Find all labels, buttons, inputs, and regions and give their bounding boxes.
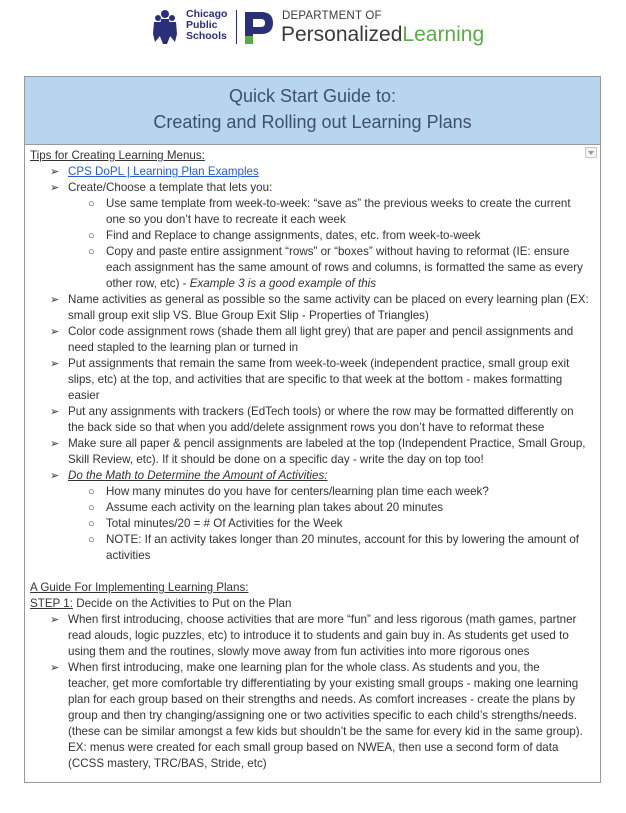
list-item: ➢ When first introducing, make one learning plan for the whole class. As students and you, the teacher, get more comfortable try differentiating by your existing small groups - making one learning plan for each group based on their strengths and needs. As comfort increases - create the plans by group and then try changing/assigning one or two activities specific to each child’s strengths/needs. (these can be similar amongst a few kids but shouldn’t be the same for every kid in the same group). EX: menus were created for each small group based on NWEA, then use a second form of data (CCSS mastery, TRC/BAS, Stride, etc)	[50, 661, 583, 770]
list-item: ○ How many minutes do you have for centers/learning plan time each week?	[88, 485, 489, 498]
title-line-2: Creating and Rolling out Learning Plans	[153, 112, 472, 132]
page-header	[0, 0, 626, 60]
list-item: ➢ Create/Choose a template that lets you:	[50, 181, 273, 194]
list-item: ➢ Make sure all paper & pencil assignments are labeled at the top (Independent Practice, Small Group, Skill Review, etc). If it should be done on a specific day - write the day on top too!	[50, 437, 586, 466]
circle-bullet-icon: ○	[88, 246, 95, 258]
arrow-bullet-icon: ➢	[50, 662, 60, 674]
spacer	[30, 564, 596, 580]
list-item: ○ Copy and paste entire assignment “rows” or “boxes” without having to reformat (IE: ensure each assignment has the same amount of rows and columns, is formatted the same as every other row, etc) - Example 3 is a good example of this	[88, 245, 583, 290]
list-item: ➢ Put assignments that remain the same from week-to-week (independent practice, small group exit slips, etc) at the top, and activities that are specific to that week at the bottom - makes formatting easier	[50, 357, 570, 402]
personalized-learning-logo-icon	[243, 10, 275, 46]
step-1-heading: STEP 1: Decide on the Activities to Put on the Plan	[30, 597, 292, 610]
list-item: ➢ When first introducing, choose activities that are more “fun” and less rigorous (math games, partner read alouds, logic puzzles, etc) to introduce it to students and gain buy in. As students get used to using them and the routines, slowly move away from fun activities into more rigorous ones	[50, 613, 577, 658]
list-item: ○ NOTE: If an activity takes longer than 20 minutes, account for this by lowering the amount of activities	[88, 533, 580, 562]
arrow-bullet-icon: ➢	[50, 614, 60, 626]
document-body	[30, 148, 596, 772]
list-item: ➢ Put any assignments with trackers (EdTech tools) or where the row may be formatted differently on the back side so that when you add/delete assignment rows you don’t have to reformat these	[50, 405, 574, 434]
arrow-bullet-icon: ➢	[50, 166, 60, 178]
arrow-bullet-icon: ➢	[50, 406, 60, 418]
cps-logo-icon	[152, 8, 178, 44]
circle-bullet-icon: ○	[88, 534, 95, 546]
department-name: PersonalizedLearning	[281, 23, 485, 46]
list-item: ○ Total minutes/20 = # Of Activities for the Week	[88, 517, 343, 530]
tips-heading: Tips for Creating Learning Menus:	[30, 149, 205, 162]
arrow-bullet-icon: ➢	[50, 326, 60, 338]
arrow-bullet-icon: ➢	[50, 358, 60, 370]
arrow-bullet-icon: ➢	[50, 182, 60, 194]
circle-bullet-icon: ○	[88, 518, 95, 530]
list-item: ○ Use same template from week-to-week: “save as” the previous weeks to create the current one so you don’t have to recreate it each week	[88, 197, 571, 226]
guide-heading: A Guide For Implementing Learning Plans:	[30, 581, 249, 594]
circle-bullet-icon: ○	[88, 230, 95, 242]
arrow-bullet-icon: ➢	[50, 470, 60, 482]
guide-document	[24, 76, 601, 783]
list-item	[30, 164, 596, 180]
cps-wordmark: Chicago Public Schools	[186, 8, 228, 42]
circle-bullet-icon: ○	[88, 502, 95, 514]
list-item: ○ Find and Replace to change assignments, dates, etc. from week-to-week	[88, 229, 481, 242]
math-heading: Do the Math to Determine the Amount of Activities:	[68, 469, 328, 482]
list-item: ➢ Color code assignment rows (shade them all light grey) that are paper and pencil assignments and need stapled to the learning plan or turned in	[50, 325, 574, 354]
list-item: ➢ Name activities as general as possible so the same activity can be placed on every learning plan (EX: small group exit slip VS. Blue Group Exit Slip - Properties of Triangles)	[50, 293, 589, 322]
list-item: ○ Assume each activity on the learning plan takes about 20 minutes	[88, 501, 444, 514]
arrow-bullet-icon: ➢	[50, 438, 60, 450]
examples-link[interactable]: CPS DoPL | Learning Plan Examples	[68, 165, 259, 178]
department-label: DEPARTMENT OF	[282, 10, 382, 22]
title-line-1: Quick Start Guide to:	[228, 86, 397, 106]
circle-bullet-icon: ○	[88, 198, 95, 210]
logo-divider	[236, 10, 237, 44]
title-banner	[25, 77, 600, 145]
list-item	[30, 468, 596, 484]
circle-bullet-icon: ○	[88, 486, 95, 498]
arrow-bullet-icon: ➢	[50, 294, 60, 306]
